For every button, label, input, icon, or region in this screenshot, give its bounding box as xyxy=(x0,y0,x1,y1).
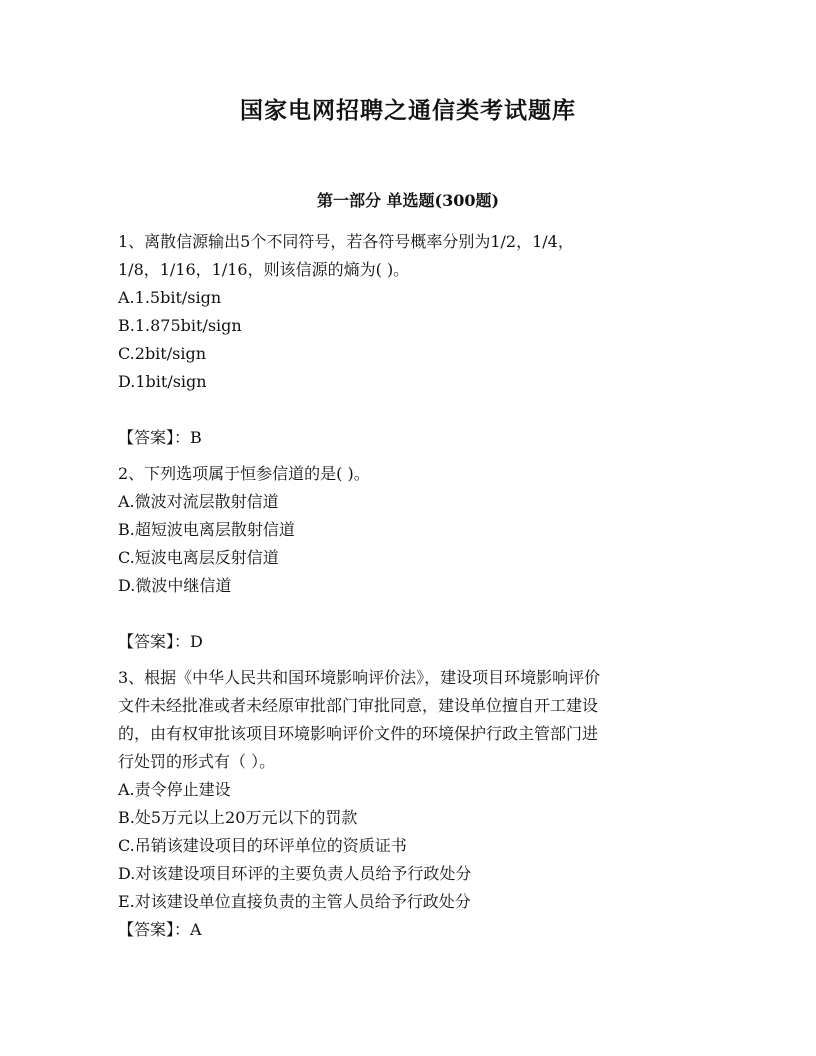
option-c: C.2bit/sign xyxy=(118,344,206,363)
option-c: C.吊销该建设项目的环评单位的资质证书 xyxy=(118,836,407,855)
question-1 xyxy=(118,228,703,460)
option-e: E.对该建设单位直接负责的主管人员给予行政处分 xyxy=(118,892,471,911)
question-stem-line: 1/8，1/16，1/16，则该信源的熵为( )。 xyxy=(118,260,410,279)
question-stem-line: 行处罚的形式有（ ）。 xyxy=(118,752,276,771)
question-stem-line: 3、根据《中华人民共和国环境影响评价法》，建设项目环境影响评价 xyxy=(118,668,601,687)
option-b: B.1.875bit/sign xyxy=(118,316,242,335)
option-d: D.1bit/sign xyxy=(118,372,207,391)
question-2 xyxy=(118,460,703,664)
option-c: C.短波电离层反射信道 xyxy=(118,548,279,567)
section-title: 第一部分 单选题(300题) xyxy=(316,191,500,210)
option-d: D.对该建设项目环评的主要负责人员给予行政处分 xyxy=(118,864,472,883)
question-stem-line: 文件未经批准或者未经原审批部门审批同意，建设单位擅自开工建设 xyxy=(118,696,599,715)
answer-line: 【答案】：B xyxy=(118,428,202,447)
option-b: B.处5万元以上20万元以下的罚款 xyxy=(118,808,358,827)
question-stem-line: 1、离散信源输出5个不同符号，若各符号概率分别为1/2，1/4， xyxy=(118,232,574,251)
option-d: D.微波中继信道 xyxy=(118,576,232,595)
option-a: A.责令停止建设 xyxy=(118,780,231,799)
document-title: 国家电网招聘之通信类考试题库 xyxy=(240,97,576,124)
option-a: A.1.5bit/sign xyxy=(118,288,222,307)
answer-line: 【答案】：D xyxy=(118,632,203,651)
question-3 xyxy=(118,664,703,944)
question-list xyxy=(118,228,703,944)
answer-line: 【答案】：A xyxy=(118,920,202,939)
question-stem-line: 2、下列选项属于恒参信道的是( )。 xyxy=(118,464,370,483)
question-stem-line: 的，由有权审批该项目环境影响评价文件的环境保护行政主管部门进 xyxy=(118,724,599,743)
option-b: B.超短波电离层散射信道 xyxy=(118,520,295,539)
option-a: A.微波对流层散射信道 xyxy=(118,492,279,511)
